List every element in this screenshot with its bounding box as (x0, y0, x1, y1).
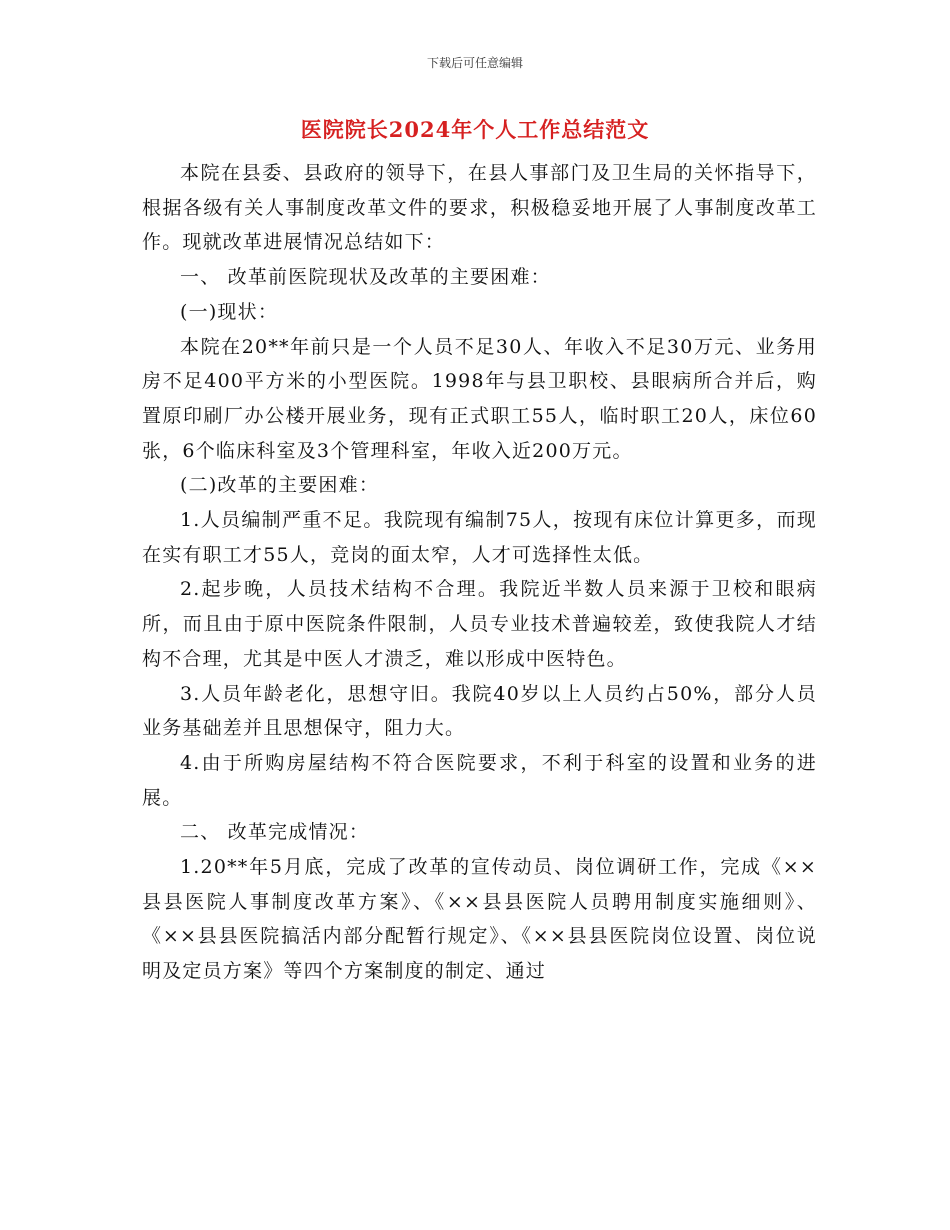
section-heading-1: 一、 改革前医院现状及改革的主要困难： (180, 266, 551, 289)
completion-item-1: 1.20**年5月底，完成了改革的宣传动员、岗位调研工作，完成《××县县医院人事制度改革方案》、《××县县医院人员聘用制度实施细则》、《××县县医院搞活内部分配暂行规定》、《××县县医院岗位设置、岗位说明及定员方案》等四个方案制度的制定、通过 (142, 856, 817, 983)
difficulty-item-3: 3.人员年龄老化，思想守旧。我院40岁以上人员约占50%，部分人员业务基础差并且思想保守，阻力大。 (142, 682, 817, 740)
section-heading-2: 二、 改革完成情况： (180, 821, 370, 844)
document-title: 医院院长2024年个人工作总结范文 (300, 117, 650, 142)
page-header-note: 下载后可任意编辑 (426, 56, 523, 70)
subsection-heading-difficulties: (二)改革的主要困难： (180, 474, 380, 497)
difficulty-item-2: 2.起步晚，人员技术结构不合理。我院近半数人员来源于卫校和眼病所，而且由于原中医院条件限制，人员专业技术普遍较差，致使我院人才结构不合理，尤其是中医人才溃乏，难以形成中医特色。 (142, 578, 817, 670)
intro-paragraph: 本院在县委、县政府的领导下，在县人事部门及卫生局的关怀指导下，根据各级有关人事制度改革文件的要求，积极稳妥地开展了人事制度改革工作。现就改革进展情况总结如下： (142, 162, 817, 254)
subsection-heading-status: (一)现状： (180, 300, 279, 323)
status-paragraph: 本院在20**年前只是一个人员不足30人、年收入不足30万元、业务用房不足400平方米的小型医院。1998年与县卫职校、县眼病所合并后，购置原印刷厂办公楼开展业务，现有正式职工55人，临时职工20人，床位60张，6个临床科室及3个管理科室，年收入近200万元。 (142, 335, 817, 462)
difficulty-item-1: 1.人员编制严重不足。我院现有编制75人，按现有床位计算更多，而现在实有职工才55人，竞岗的面太窄，人才可选择性太低。 (142, 509, 817, 566)
difficulty-item-4: 4.由于所购房屋结构不符合医院要求，不利于科室的设置和业务的进展。 (142, 751, 817, 809)
document-body (142, 156, 817, 989)
